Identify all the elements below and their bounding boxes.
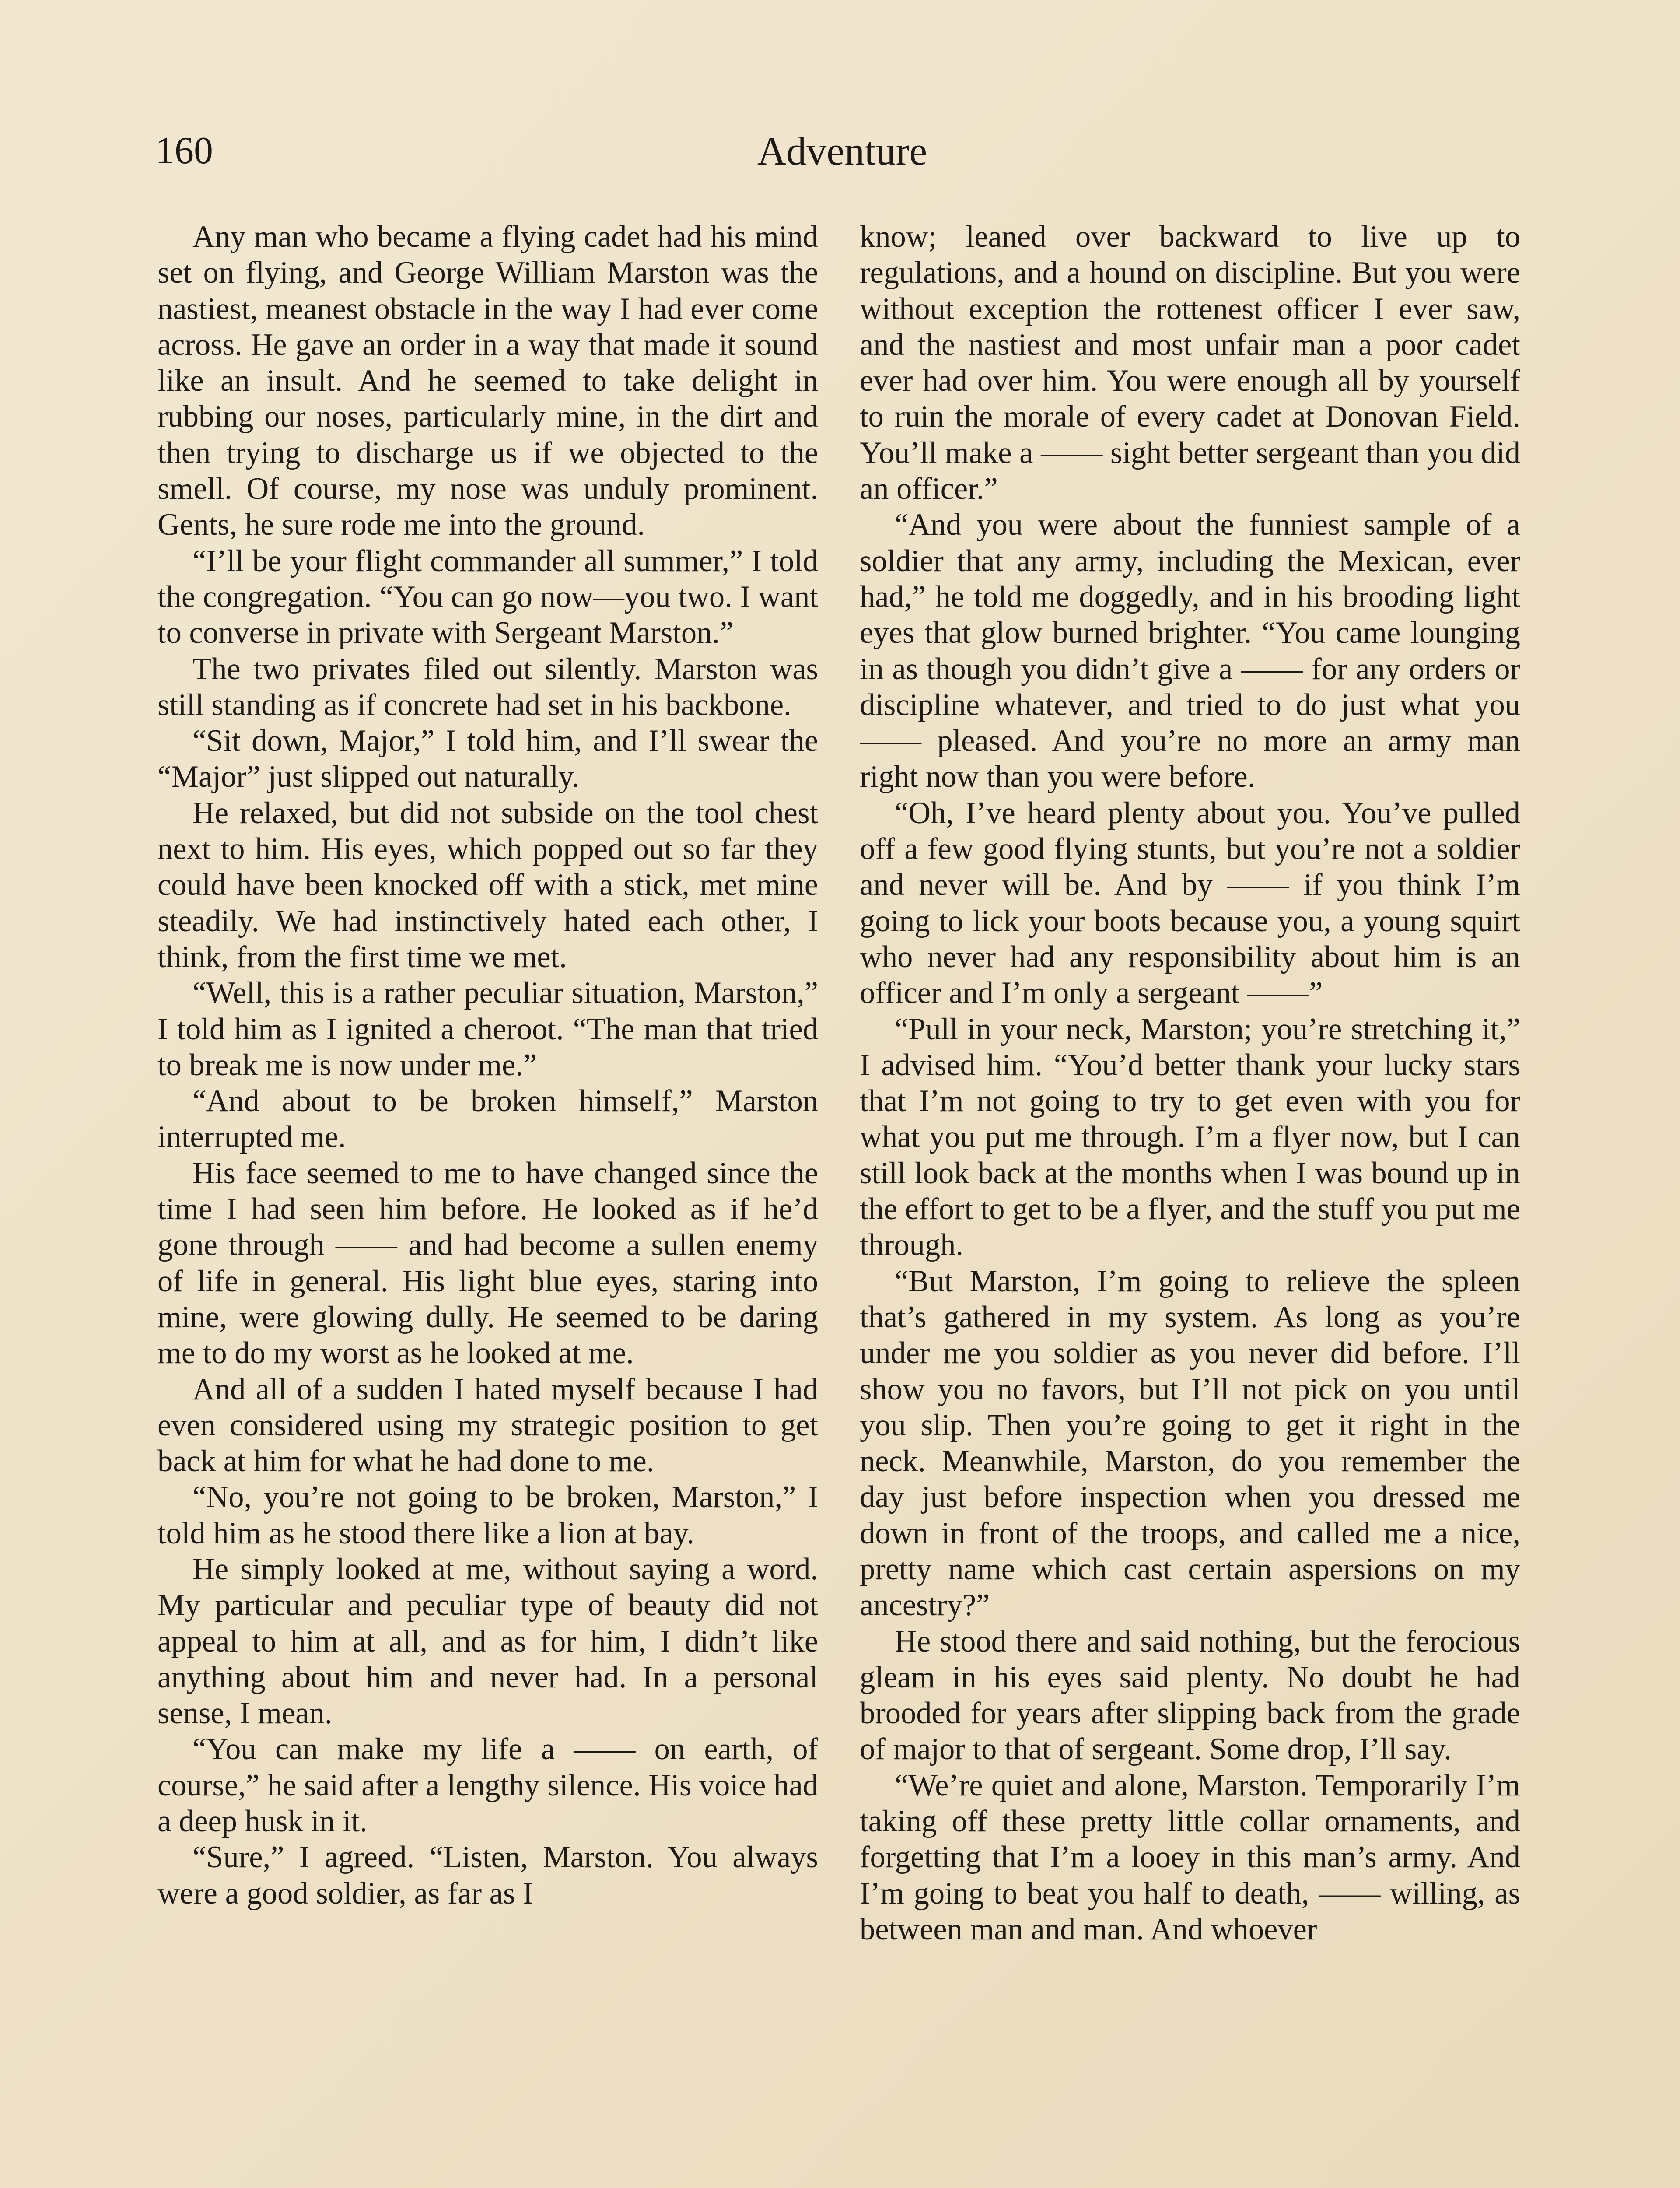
paragraph: “And about to be broken himself,” Marston interrupted me. [158,1084,818,1154]
paragraph: “We’re quiet and alone, Marston. Temporarily I’m taking off these pretty little collar ornaments, and forgetting that I’m a looey in this man’s army. And I’m going to beat you half to death, —— willing, as between man and man. And whoever [860,1768,1520,1946]
left-column [158,219,818,2188]
paragraph: “But Marston, I’m going to relieve the spleen that’s gathered in my system. As long as you’re under me you soldier as you never did before. I’ll show you no favors, but I’ll not pick on you until you slip. Then you’re going to get it right in the neck. Meanwhile, Marston, do you remember the day just before inspection when you dressed me down in front of the troops, and called me a nice, pretty name which cast certain aspersions on my ancestry?” [860,1264,1520,1623]
paragraph: “Pull in your neck, Marston; you’re stretching it,” I advised him. “You’d better thank your lucky stars that I’m not going to try to get even with you for what you put me through. I’m a flyer now, but I can still look back at the months when I was bound up in the effort to get to be a flyer, and the stuff you put me through. [860,1012,1520,1262]
paragraph: He simply looked at me, without saying a word. My particular and peculiar type of beauty did not appeal to him at all, and as for him, I didn’t like anything about him and never had. In a personal sense, I mean. [158,1552,818,1731]
paragraph: His face seemed to me to have changed since the time I had seen him before. He looked as if he’d gone through —— and had become a sullen enemy of life in general. His light blue eyes, staring into mine, were glowing dully. He seemed to be daring me to do my worst as he looked at me. [158,1156,818,1371]
page-header [155,125,1529,186]
paragraph: Any man who became a flying cadet had his mind set on flying, and George William Marston was the nastiest, meanest obstacle in the way I had ever come across. He gave an order in a way that made it sound like an insult. And he seemed to take delight in rubbing our noses, particularly mine, in the dirt and then trying to discharge us if we objected to the smell. Of course, my nose was unduly prominent. Gents, he sure rode me into the ground. [158,220,818,542]
paragraph: “Well, this is a rather peculiar situation, Marston,” I told him as I ignited a cheroot. “The man that tried to break me is now under me.” [158,976,818,1082]
paragraph: The two privates filed out silently. Marston was still standing as if concrete had set in his backbone. [158,652,818,722]
paragraph: “Oh, I’ve heard plenty about you. You’ve pulled off a few good flying stunts, but you’re not a soldier and never will be. And by —— if you think I’m going to lick your boots because you, a young squirt who never had any responsibility about him is an officer and I’m only a sergeant ——” [860,796,1520,1010]
paragraph: And all of a sudden I hated myself because I had even considered using my strategic position to get back at him for what he had done to me. [158,1372,818,1479]
paragraph: “Sure,” I agreed. “Listen, Marston. You always were a good soldier, as far as I [158,1840,818,1911]
paragraph: “And you were about the funniest sample of a soldier that any army, including the Mexican, ever had,” he told me doggedly, and in his brooding light eyes that glow burned brighter. “You came lounging in as though you didn’t give a —— for any orders or discipline whatever, and tried to do just what you —— pleased. And you’re no more an army man right now than you were before. [860,508,1520,794]
paragraph: “You can make my life a —— on earth, of course,” he said after a lengthy silence. His voice had a deep husk in it. [158,1732,818,1839]
paragraph: “I’ll be your flight commander all summer,” I told the congregation. “You can go now—you two. I want to converse in private with Sergeant Marston.” [158,543,818,650]
right-column [860,219,1520,2188]
paragraph: “Sit down, Major,” I told him, and I’ll swear the “Major” just slipped out naturally. [158,724,818,794]
page-number: 160 [155,130,213,172]
paragraph: He relaxed, but did not subside on the tool chest next to him. His eyes, which popped out so far they could have been knocked off with a stick, met mine steadily. We had instinctively hated each other, I think, from the first time we met. [158,796,818,974]
paragraph: know; leaned over backward to live up to regulations, and a hound on discipline. But you were without exception the rottenest officer I ever saw, and the nastiest and most unfair man a poor cadet ever had over him. You were enough all by yourself to ruin the morale of every cadet at Donovan Field. You’ll make a —— sight better sergeant than you did an officer.” [860,220,1520,506]
paragraph: “No, you’re not going to be broken, Marston,” I told him as he stood there like a lion at bay. [158,1480,818,1550]
paragraph: He stood there and said nothing, but the ferocious gleam in his eyes said plenty. No doubt he had brooded for years after slipping back from the grade of major to that of sergeant. Some drop, I’ll say. [860,1624,1520,1767]
running-title: Adventure [757,129,928,173]
